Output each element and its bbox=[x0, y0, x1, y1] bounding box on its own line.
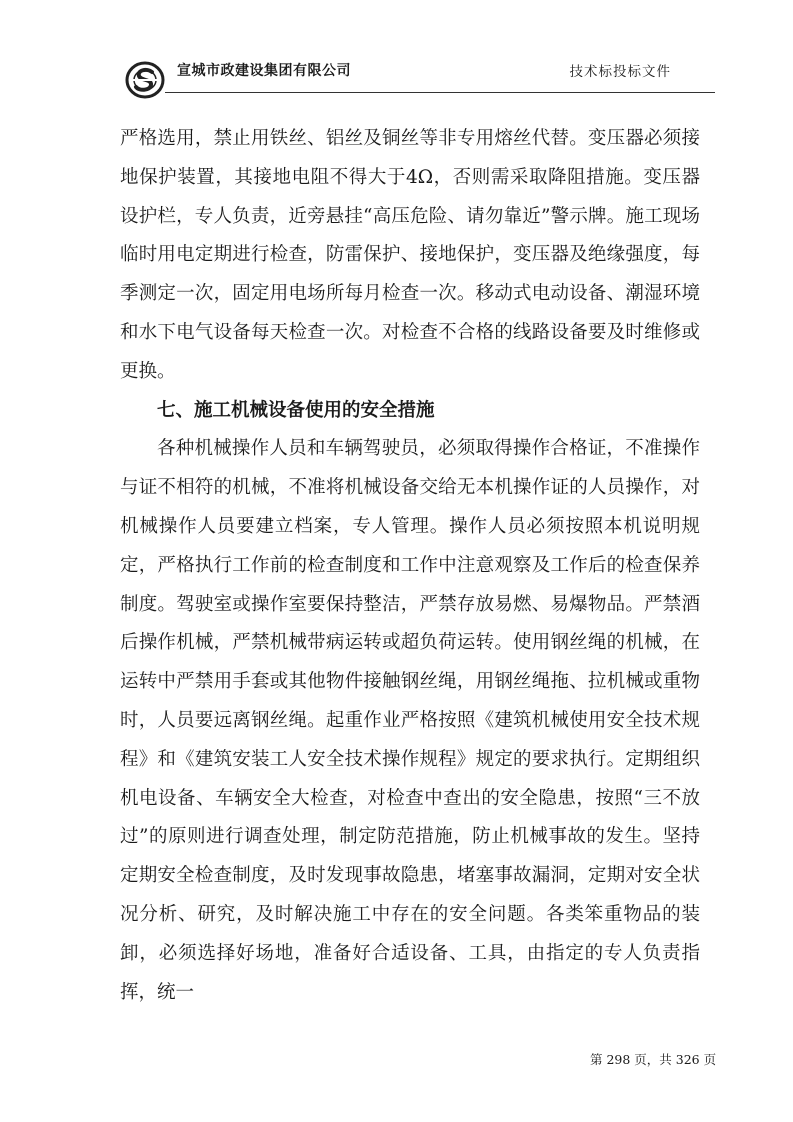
paragraph: 各种机械操作人员和车辆驾驶员，必须取得操作合格证，不准操作与证不相符的机械，不准将机械设备交给无本机操作证的人员操作，对机械操作人员要建立档案，专人管理。操作人员必须按照本机说明规定，严格执行工作前的检查制度和工作中注意观察及工作后的检查保养制度。驾驶室或操作室要保持整洁，严禁存放易燃、易爆物品。严禁酒后操作机械，严禁机械带病运转或超负荷运转。使用钢丝绳的机械，在运转中严禁用手套或其他物件接触钢丝绳，用钢丝绳拖、拉机械或重物时，人员要远离钢丝绳。起重作业严格按照《建筑机械使用安全技术规程》和《建筑安装工人安全技术操作规程》规定的要求执行。定期组织机电设备、车辆安全大检查，对检查中查出的安全隐患，按照“三不放过”的原则进行调查处理，制定防范措施，防止机械事故的发生。坚持定期安全检查制度，及时发现事故隐患，堵塞事故漏洞，定期对安全状况分析、研究，及时解决施工中存在的安全问题。各类笨重物品的装卸，必须选择好场地，准备好合适设备、工具，由指定的专人负责指挥，统一 bbox=[120, 438, 700, 1003]
page-number: 第 298 页，共 326 页 bbox=[590, 1052, 717, 1067]
section-heading: 七、施工机械设备使用的安全措施 bbox=[157, 399, 435, 421]
company-name: 宣城市政建设集团有限公司 bbox=[177, 63, 351, 79]
document-body bbox=[120, 120, 700, 1012]
document-type: 技术标投标文件 bbox=[569, 64, 671, 80]
header-divider bbox=[165, 92, 715, 93]
company-logo-icon bbox=[125, 60, 165, 100]
paragraph-continued: 严格选用，禁止用铁丝、铝丝及铜丝等非专用熔丝代替。变压器必须接地保护装置，其接地电阻不得大于4Ω，否则需采取降阻措施。变压器设护栏，专人负责，近旁悬挂“高压危险、请勿靠近”警示牌。施工现场临时用电定期进行检查，防雷保护、接地保护，变压器及绝缘强度，每季测定一次，固定用电场所每月检查一次。移动式电动设备、潮湿环境和水下电气设备每天检查一次。对检查不合格的线路设备要及时维修或更换。 bbox=[120, 128, 700, 382]
page-header bbox=[125, 54, 715, 104]
